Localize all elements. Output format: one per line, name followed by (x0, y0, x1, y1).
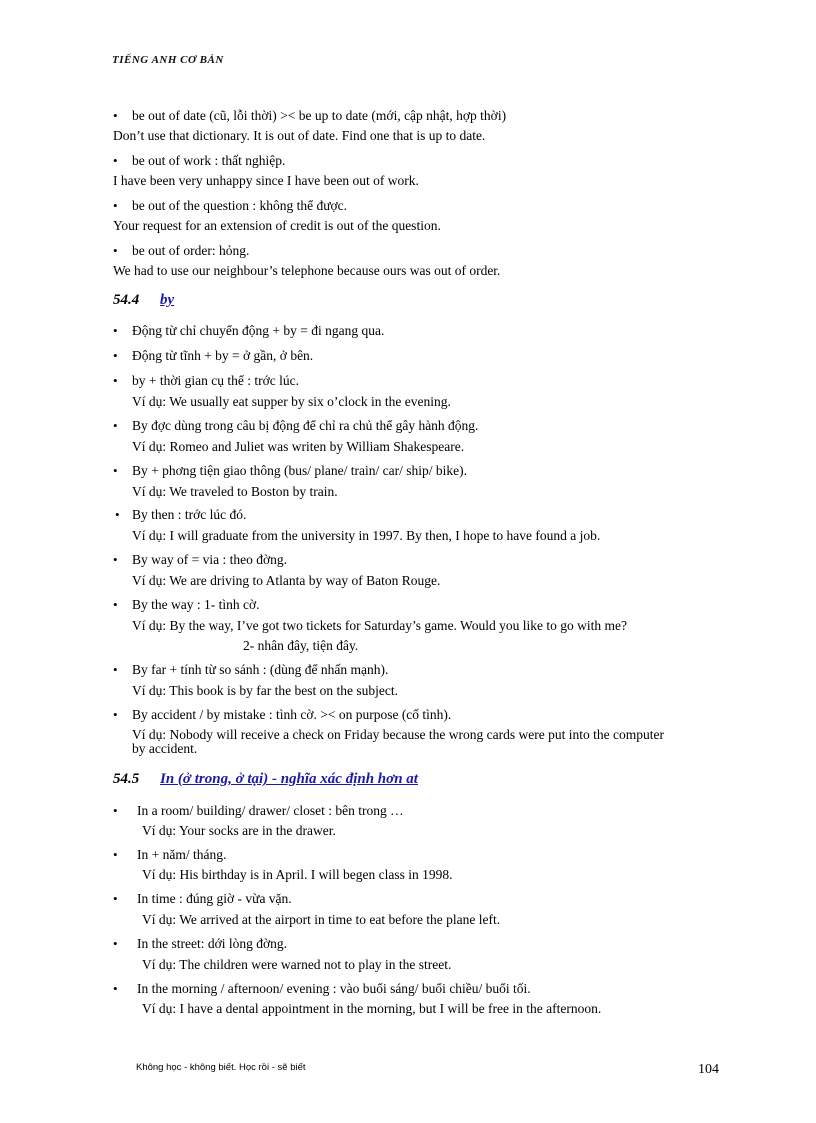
body-text-line: Ví dụ: We traveled to Boston by train. (132, 484, 338, 499)
bullet-item-text: By the way : 1- tình cờ. (132, 597, 260, 612)
bullet-item-text: In + năm/ tháng. (137, 847, 227, 862)
body-text-line: Ví dụ: We usually eat supper by six o’clock in the evening. (132, 394, 451, 409)
body-text-line: Ví dụ: We are driving to Atlanta by way of Baton Rouge. (132, 573, 441, 588)
section-number: 54.4 (113, 292, 140, 308)
body-text-line: Ví dụ: Nobody will receive a check on Friday because the wrong cards were put into the computer (132, 727, 664, 742)
bullet-icon: • (113, 936, 118, 951)
bullet-item-text: Động từ tĩnh + by = ở gần, ở bên. (132, 348, 314, 363)
bullet-item-text: In time : đúng giờ - vừa vặn. (137, 891, 292, 906)
footer-motto: Không học - không biết. Học rồi - sẽ biết (136, 1062, 306, 1073)
body-text-line: Your request for an extension of credit is out of the question. (113, 218, 441, 233)
bullet-icon: • (113, 847, 118, 862)
bullet-icon: • (113, 198, 118, 213)
bullet-item-text: by + thời gian cụ thể : trớc lúc. (132, 373, 299, 388)
section-title-link[interactable]: In (ở trong, ở tại) - nghĩa xác định hơn at (160, 771, 418, 787)
bullet-icon: • (113, 552, 118, 567)
bullet-item-text: By + phơng tiện giao thông (bus/ plane/ train/ car/ ship/ bike). (132, 463, 467, 478)
body-text-line: I have been very unhappy since I have been out of work. (113, 173, 419, 188)
bullet-item-text: be out of date (cũ, lỗi thời) >< be up to date (mới, cập nhật, hợp thời) (132, 108, 507, 123)
bullet-icon: • (113, 662, 118, 677)
bullet-item-text: Động từ chỉ chuyển động + by = đi ngang qua. (132, 323, 385, 338)
bullet-item-text: By accident / by mistake : tình cờ. >< on purpose (cố tình). (132, 707, 452, 722)
bullet-icon: • (115, 507, 120, 522)
body-text-line: Ví dụ: This book is by far the best on the subject. (132, 683, 398, 698)
body-text-line: Ví dụ: Romeo and Juliet was writen by William Shakespeare. (132, 439, 465, 454)
bullet-icon: • (113, 891, 118, 906)
body-text-line: Ví dụ: His birthday is in April. I will begen class in 1998. (142, 867, 453, 882)
bullet-icon: • (113, 981, 118, 996)
page-header: TIẾNG ANH CƠ BẢN (112, 54, 224, 66)
bullet-item-text: In the morning / afternoon/ evening : vào buổi sáng/ buổi chiều/ buổi tối. (137, 981, 531, 996)
bullet-icon: • (113, 153, 118, 168)
body-text-line: 2- nhân đây, tiện đây. (243, 638, 359, 653)
bullet-item-text: be out of the question : không thể được. (132, 198, 348, 213)
section-title-link[interactable]: by (160, 292, 175, 308)
body-text-line: Ví dụ: I have a dental appointment in the morning, but I will be free in the afternoon. (142, 1001, 602, 1016)
bullet-item-text: be out of work : thất nghiệp. (132, 153, 286, 168)
bullet-item-text: By far + tính từ so sánh : (dùng để nhấn mạnh). (132, 662, 389, 677)
bullet-item-text: In a room/ building/ drawer/ closet : bên trong … (137, 803, 404, 818)
bullet-icon: • (113, 323, 118, 338)
body-text-line: Ví dụ: By the way, I’ve got two tickets for Saturday’s game. Would you like to go with me? (132, 618, 627, 633)
bullet-icon: • (113, 108, 118, 123)
bullet-icon: • (113, 243, 118, 258)
bullet-icon: • (113, 803, 118, 818)
page-number: 104 (698, 1062, 719, 1077)
section-number: 54.5 (113, 771, 140, 787)
body-text-line: Ví dụ: The children were warned not to play in the street. (142, 957, 452, 972)
body-text-line: Ví dụ: I will graduate from the university in 1997. By then, I hope to have found a job. (132, 528, 601, 543)
bullet-icon: • (113, 373, 118, 388)
body-text-line: by accident. (132, 741, 198, 756)
body-text-line: We had to use our neighbour’s telephone because ours was out of order. (113, 263, 501, 278)
bullet-icon: • (113, 707, 118, 722)
bullet-item-text: By way of = via : theo đờng. (132, 552, 287, 567)
body-text-line: Don’t use that dictionary. It is out of date. Find one that is up to date. (113, 128, 486, 143)
bullet-icon: • (113, 597, 118, 612)
bullet-item-text: be out of order: hỏng. (132, 243, 250, 258)
bullet-item-text: In the street: dới lòng đờng. (137, 936, 288, 951)
bullet-icon: • (113, 348, 118, 363)
body-text-line: Ví dụ: Your socks are in the drawer. (142, 823, 336, 838)
bullet-item-text: By đợc dùng trong câu bị động để chỉ ra chủ thể gây hành động. (132, 418, 479, 433)
body-text-line: Ví dụ: We arrived at the airport in time to eat before the plane left. (142, 912, 501, 927)
bullet-item-text: By then : trớc lúc đó. (132, 507, 247, 522)
bullet-icon: • (113, 463, 118, 478)
bullet-icon: • (113, 418, 118, 433)
